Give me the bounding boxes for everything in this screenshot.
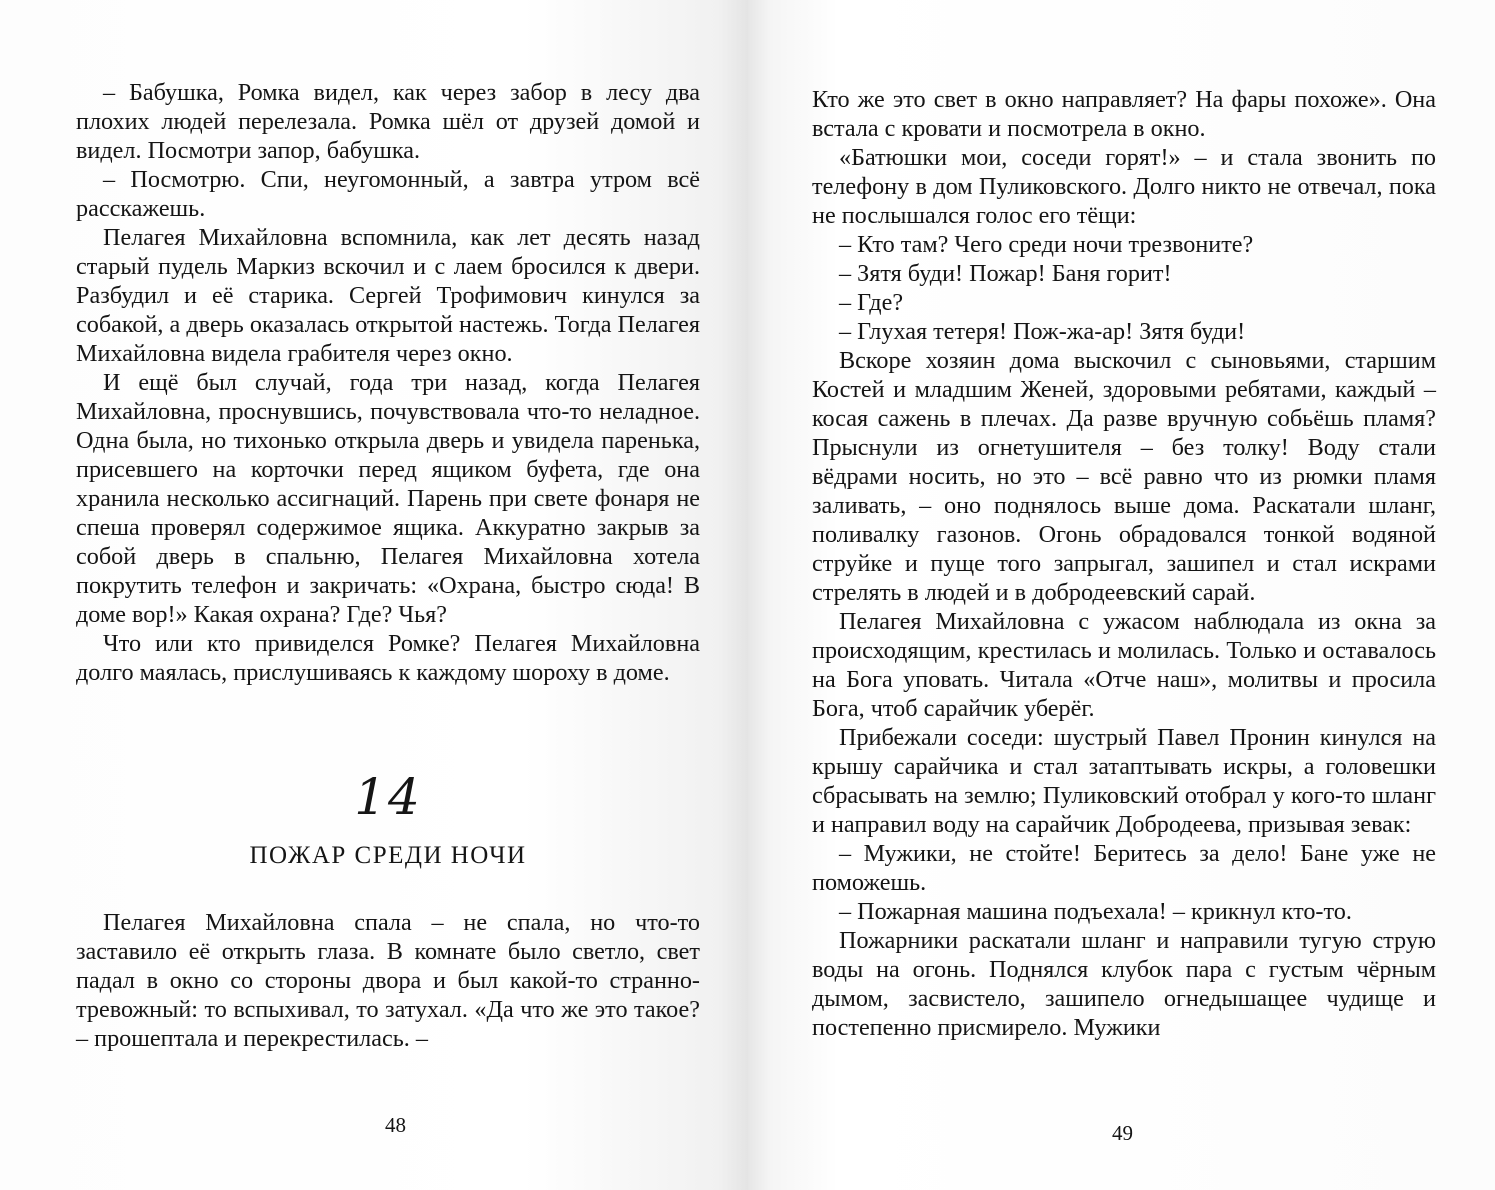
- paragraph: Пелагея Михайловна с ужасом наблюдала из окна за происходящим, крестилась и молилась. Только и оставалось на Бога уповать. Читала «Отче наш», молитвы и просила Бога, чтоб сарайчик уберёг.: [812, 608, 1436, 722]
- right-page: [748, 0, 1495, 1190]
- paragraph: Пелагея Михайловна спала – не спала, но что-то заставило её открыть глаза. В комнате было светло, свет падал в окно со стороны двора и был какой-то странно-тревожный: то вспыхивал, то затухал. «Да что же это такое? – прошептала и перекрестилась. –: [76, 909, 700, 1052]
- paragraph: Пожарники раскатали шланг и направили тугую струю воды на огонь. Поднялся клубок пара с густым чёрным дымом, засвистело, зашипело огнедышащее чудище и постепенно присмирело. Мужики: [812, 927, 1436, 1041]
- paragraph: – Глухая тетеря! Пож-жа-ар! Зятя буди!: [839, 318, 1246, 345]
- page-number: 49: [1112, 1121, 1133, 1145]
- chapter-number: 14: [354, 768, 422, 826]
- page-number: 48: [385, 1113, 406, 1137]
- paragraph: Вскоре хозяин дома выскочил с сыновьями, старшим Костей и младшим Женей, здоровыми ребятами, каждый – косая сажень в плечах. Да разве вручную собьёшь пламя? Прыснули из огнетушителя – без толку! Воду стали вёдрами носить, но это – всё равно что из рюмки пламя заливать, – оно поднялось выше дома. Раскатали шланг, поливалку газонов. Огонь обрадовался тонкой водяной струйке и пуще того запрыгал, зашипел и стал искрами стрелять в людей и в добродеевский сарай.: [812, 347, 1436, 606]
- paragraph: Прибежали соседи: шустрый Павел Пронин кинулся на крышу сарайчика и стал затаптывать искры, а головешки сбрасывать на землю; Пуликовский отобрал у кого-то шланг и направил воду на сарайчик Добродеева, призывая зевак:: [812, 724, 1436, 838]
- right-text-column: [812, 85, 1436, 1042]
- paragraph-continuation: Кто же это свет в окно направляет? На фары похоже». Она встала с кровати и посмотрела в окно.: [812, 86, 1436, 142]
- paragraph: – Мужики, не стойте! Беритесь за дело! Бане уже не поможешь.: [812, 840, 1436, 896]
- paragraph: – Бабушка, Ромка видел, как через забор в лесу два плохих людей перелезала. Ромка шёл от друзей домой и видел. Посмотри запор, бабушка.: [76, 79, 700, 164]
- paragraph: Что или кто привиделся Ромке? Пелагея Михайловна долго маялась, прислушиваясь к каждому шороху в доме.: [76, 630, 700, 686]
- paragraph: – Посмотрю. Спи, неугомонный, а завтра утром всё расскажешь.: [76, 166, 700, 222]
- paragraph: «Батюшки мои, соседи горят!» – и стала звонить по телефону в дом Пуликовского. Долго никто не отвечал, пока не послышался голос его тёщи:: [812, 144, 1436, 229]
- paragraph: – Кто там? Чего среди ночи трезвоните?: [839, 231, 1254, 258]
- paragraph: – Зятя буди! Пожар! Баня горит!: [839, 260, 1172, 287]
- paragraph: – Пожарная машина подъехала! – крикнул кто-то.: [839, 898, 1352, 925]
- chapter-title: ПОЖАР СРЕДИ НОЧИ: [249, 842, 527, 869]
- paragraph: И ещё был случай, года три назад, когда Пелагея Михайловна, проснувшись, почувствовала что-то неладное. Одна была, но тихонько открыла дверь и увидела паренька, присевшего на корточки перед ящиком буфета, где она хранила несколько ассигнаций. Парень при свете фонаря не спеша проверял содержимое ящика. Аккуратно закрыв за собой дверь в спальню, Пелагея Михайловна хотела покрутить телефон и закричать: «Охрана, быстро сюда! В доме вор!» Какая охрана? Где? Чья?: [76, 369, 700, 628]
- paragraph: – Где?: [839, 289, 904, 316]
- left-text-column: [76, 78, 700, 1053]
- paragraph: Пелагея Михайловна вспомнила, как лет десять назад старый пудель Маркиз вскочил и с лаем бросился к двери. Разбудил и её старика. Сергей Трофимович кинулся за собакой, а дверь оказалась открытой настежь. Тогда Пелагея Михайловна видела грабителя через окно.: [76, 224, 700, 367]
